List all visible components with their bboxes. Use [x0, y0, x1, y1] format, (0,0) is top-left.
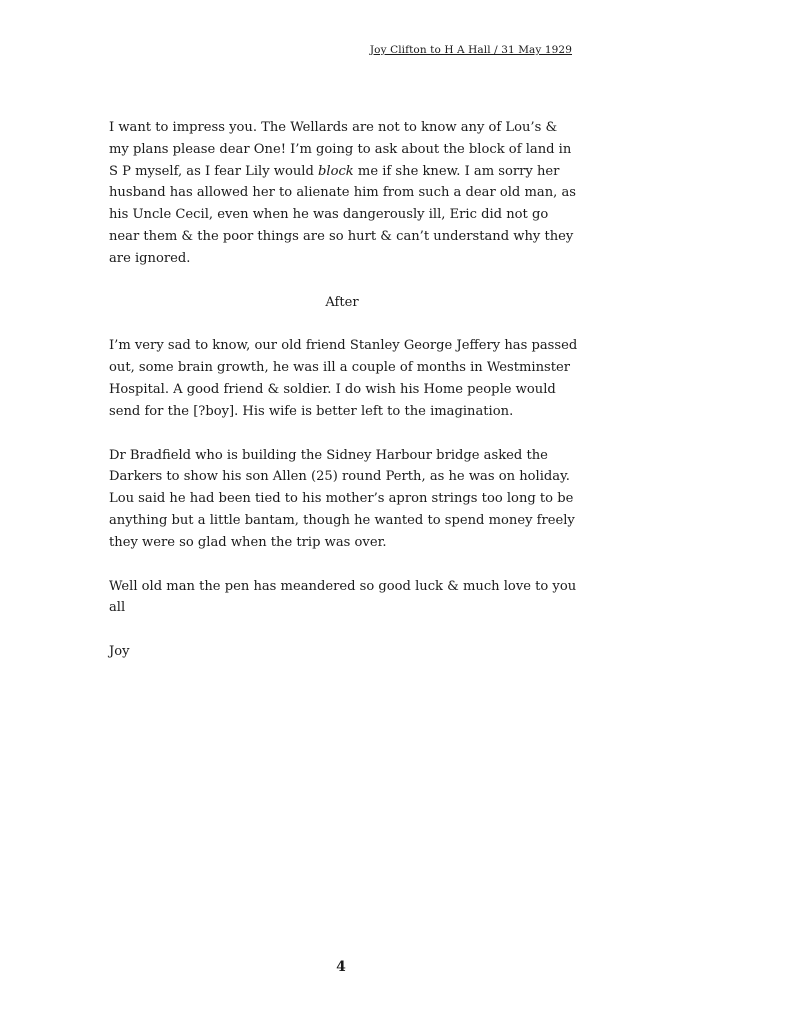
running-header: Joy Clifton to H A Hall / 31 May 1929: [369, 44, 572, 56]
letter-body: [109, 117, 579, 663]
paragraph-text: I want to impress you. The Wellards are not to know any of Lou’s & my plans please dear One! I’m going to ask about the block of land in S P myself, as I fear Lily would: [109, 120, 572, 179]
signature: Joy: [109, 644, 130, 660]
emphasized-word: block: [318, 163, 354, 179]
page-number: 4: [336, 959, 346, 975]
paragraph-bradfield: Dr Bradfield who is building the Sidney Harbour bridge asked the Darkers to show his son Allen (25) round Perth, as he was on holiday. Lou said he had been tied to his mother’s apron strings too long to be anything but a little bantam, though he wanted to spend money freely they were so glad when the trip was over.: [109, 447, 575, 550]
paragraph-closing: Well old man the pen has meandered so good luck & much love to you all: [109, 578, 577, 616]
paragraph-wellards: [109, 117, 579, 270]
section-heading: After: [325, 294, 359, 310]
paragraph-text: me if she knew. I am sorry her husband has allowed her to alienate him from such a dear old man, as his Uncle Cecil, even when he was dangerously ill, Eric did not go near them & the poor things are so hurt & can’t understand why they are ignored.: [109, 163, 576, 266]
paragraph-jeffery: I’m very sad to know, our old friend Stanley George Jeffery has passed out, some brain growth, he was ill a couple of months in Westminster Hospital. A good friend & soldier. I do wish his Home people would send for the [?boy]. His wife is better left to the imagination.: [109, 338, 578, 419]
